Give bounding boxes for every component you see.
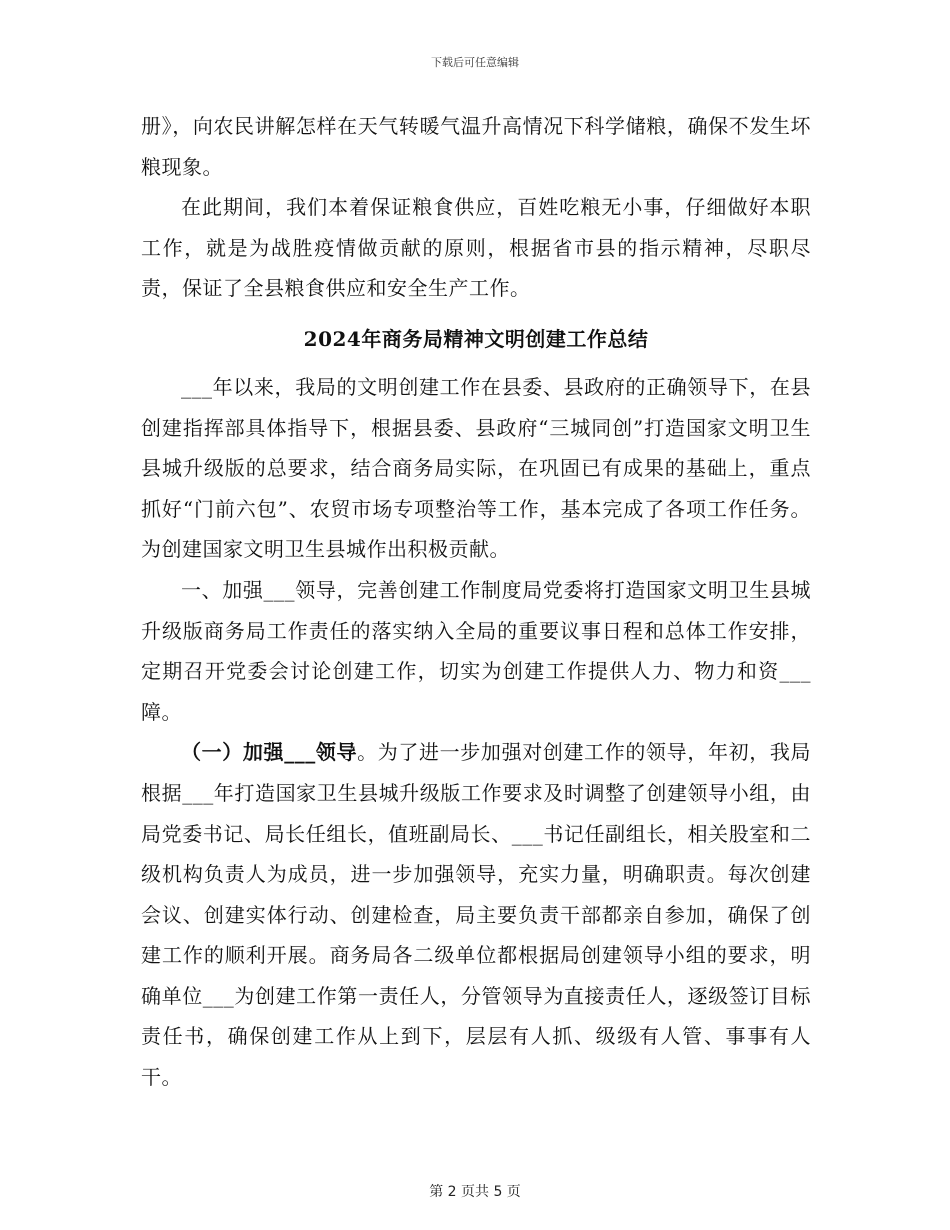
document-body	[141, 106, 811, 1098]
paragraph-intro: ___年以来，我局的文明创建工作在县委、县政府的正确领导下，在县创建指挥部具体指导下，根据县委、县政府“三城同创”打造国家文明卫生县城升级版的总要求，结合商务局实际，在巩固已有成果的基础上，重点抓好“门前六包”、农贸市场专项整治等工作，基本完成了各项工作任务。为创建国家文明卫生县城作出积极贡献。	[141, 374, 811, 562]
paragraph-section-heading: 一、加强___领导，完善创建工作制度局党委将打造国家文明卫生县城升级版商务局工作责任的落实纳入全局的重要议事日程和总体工作安排，定期召开党委会讨论创建工作，切实为创建工作提供人力、物力和资___障。	[141, 577, 811, 724]
subsection-heading: （一）加强___领导	[181, 740, 358, 765]
document-title: 2024年商务局精神文明创建工作总结	[303, 326, 649, 351]
paragraph-subsection-one	[141, 732, 811, 1097]
page-footer: 第 2 页共 5 页	[429, 1184, 521, 1200]
paragraph-summary: 在此期间，我们本着保证粮食供应，百姓吃粮无小事，仔细做好本职工作，就是为战胜疫情做贡献的原则，根据省市县的指示精神，尽职尽责，保证了全县粮食供应和安全生产工作。	[141, 195, 811, 301]
subsection-text: 。为了进一步加强对创建工作的领导，年初，我局根据___年打造国家卫生县城升级版工作要求及时调整了创建领导小组，由局党委书记、局长任组长，值班副局长、___书记任副组长，相关股室和二级机构负责人为成员，进一步加强领导，充实力量，明确职责。每次创建会议、创建实体行动、创建检查，局主要负责干部都亲自参加，确保了创建工作的顺利开展。商务局各二级单位都根据局创建领导小组的要求，明确单位___为创建工作第一责任人，分管领导为直接责任人，逐级签订目标责任书，确保创建工作从上到下，层层有人抓、级级有人管、事事有人干。	[141, 740, 812, 1090]
page-header: 下载后可任意编辑	[431, 56, 519, 69]
paragraph-continuation: 册》，向农民讲解怎样在天气转暖气温升高情况下科学储粮，确保不发生坏粮现象。	[141, 114, 811, 179]
